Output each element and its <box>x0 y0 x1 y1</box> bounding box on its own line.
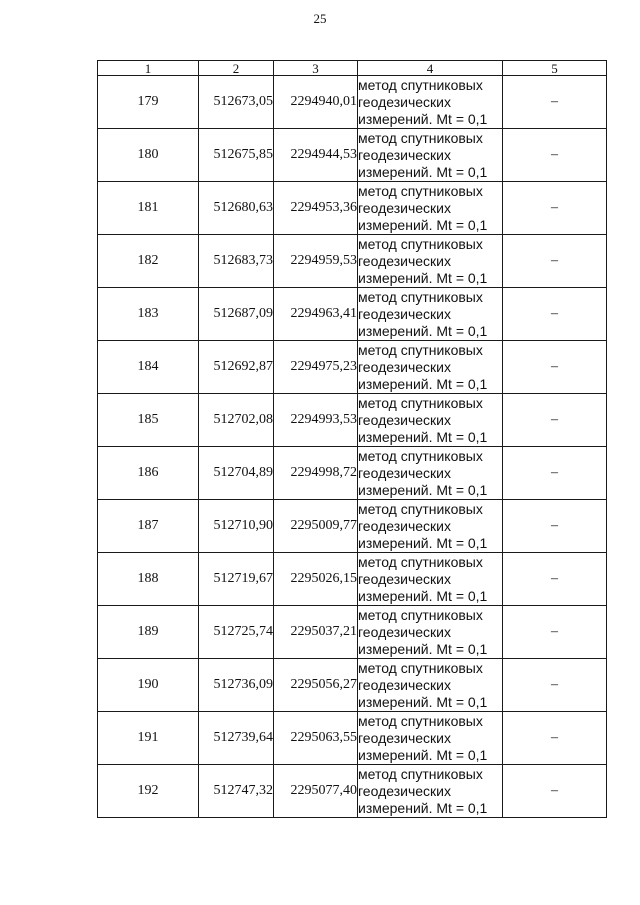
note-cell: – <box>503 182 607 235</box>
x-coordinate-cell: 512683,73 <box>199 235 274 288</box>
method-line: метод спутниковых <box>358 394 483 411</box>
method-line: измерений. Mt = 0,1 <box>358 746 488 763</box>
method-line: измерений. Mt = 0,1 <box>358 799 488 816</box>
method-line: измерений. Mt = 0,1 <box>358 110 488 127</box>
note-cell: – <box>503 659 607 712</box>
table-row <box>98 606 607 659</box>
method-cell <box>358 447 503 500</box>
method-line: метод спутниковых <box>358 129 483 146</box>
header-col-1: 1 <box>98 61 199 76</box>
x-coordinate-cell: 512675,85 <box>199 129 274 182</box>
table-row <box>98 76 607 129</box>
method-line: геодезических <box>358 729 451 746</box>
header-col-4: 4 <box>358 61 503 76</box>
method-line: метод спутниковых <box>358 659 483 676</box>
method-line: геодезических <box>358 146 451 163</box>
x-coordinate-cell: 512680,63 <box>199 182 274 235</box>
note-cell: – <box>503 341 607 394</box>
method-line: геодезических <box>358 676 451 693</box>
method-line: измерений. Mt = 0,1 <box>358 587 488 604</box>
method-line: геодезических <box>358 411 451 428</box>
note-cell: – <box>503 500 607 553</box>
method-line: измерений. Mt = 0,1 <box>358 269 488 286</box>
method-line: измерений. Mt = 0,1 <box>358 322 488 339</box>
y-coordinate-cell: 2294993,53 <box>274 394 358 447</box>
y-coordinate-cell: 2294940,01 <box>274 76 358 129</box>
x-coordinate-cell: 512739,64 <box>199 712 274 765</box>
note-cell: – <box>503 76 607 129</box>
method-line: метод спутниковых <box>358 76 483 93</box>
y-coordinate-cell: 2294963,41 <box>274 288 358 341</box>
point-number-cell: 192 <box>98 765 199 818</box>
x-coordinate-cell: 512710,90 <box>199 500 274 553</box>
y-coordinate-cell: 2295009,77 <box>274 500 358 553</box>
method-line: геодезических <box>358 93 451 110</box>
point-number-cell: 189 <box>98 606 199 659</box>
note-cell: – <box>503 553 607 606</box>
method-cell <box>358 235 503 288</box>
point-number-cell: 186 <box>98 447 199 500</box>
method-line: геодезических <box>358 305 451 322</box>
table-row <box>98 659 607 712</box>
table-row <box>98 235 607 288</box>
header-col-5: 5 <box>503 61 607 76</box>
method-cell <box>358 182 503 235</box>
point-number-cell: 190 <box>98 659 199 712</box>
method-cell <box>358 765 503 818</box>
point-number-cell: 181 <box>98 182 199 235</box>
table-row <box>98 129 607 182</box>
note-cell: – <box>503 235 607 288</box>
x-coordinate-cell: 512687,09 <box>199 288 274 341</box>
table-row <box>98 447 607 500</box>
method-line: геодезических <box>358 782 451 799</box>
y-coordinate-cell: 2295056,27 <box>274 659 358 712</box>
table-row <box>98 765 607 818</box>
method-line: геодезических <box>358 199 451 216</box>
y-coordinate-cell: 2295077,40 <box>274 765 358 818</box>
method-line: геодезических <box>358 623 451 640</box>
x-coordinate-cell: 512747,32 <box>199 765 274 818</box>
point-number-cell: 180 <box>98 129 199 182</box>
x-coordinate-cell: 512725,74 <box>199 606 274 659</box>
x-coordinate-cell: 512719,67 <box>199 553 274 606</box>
point-number-cell: 188 <box>98 553 199 606</box>
method-cell <box>358 553 503 606</box>
method-line: метод спутниковых <box>358 235 483 252</box>
table-row <box>98 288 607 341</box>
y-coordinate-cell: 2295063,55 <box>274 712 358 765</box>
method-cell <box>358 76 503 129</box>
table-row <box>98 182 607 235</box>
x-coordinate-cell: 512692,87 <box>199 341 274 394</box>
y-coordinate-cell: 2294959,53 <box>274 235 358 288</box>
method-cell <box>358 341 503 394</box>
y-coordinate-cell: 2295026,15 <box>274 553 358 606</box>
method-line: измерений. Mt = 0,1 <box>358 693 488 710</box>
method-line: метод спутниковых <box>358 553 483 570</box>
header-col-3: 3 <box>274 61 358 76</box>
point-number-cell: 184 <box>98 341 199 394</box>
table-row <box>98 500 607 553</box>
method-line: метод спутниковых <box>358 712 483 729</box>
method-line: метод спутниковых <box>358 447 483 464</box>
method-line: измерений. Mt = 0,1 <box>358 163 488 180</box>
point-number-cell: 187 <box>98 500 199 553</box>
note-cell: – <box>503 129 607 182</box>
note-cell: – <box>503 606 607 659</box>
method-line: метод спутниковых <box>358 765 483 782</box>
point-number-cell: 183 <box>98 288 199 341</box>
method-cell <box>358 500 503 553</box>
method-line: измерений. Mt = 0,1 <box>358 640 488 657</box>
method-line: геодезических <box>358 464 451 481</box>
method-line: измерений. Mt = 0,1 <box>358 428 488 445</box>
point-number-cell: 179 <box>98 76 199 129</box>
x-coordinate-cell: 512736,09 <box>199 659 274 712</box>
method-line: метод спутниковых <box>358 500 483 517</box>
method-cell <box>358 394 503 447</box>
note-cell: – <box>503 447 607 500</box>
note-cell: – <box>503 765 607 818</box>
method-line: измерений. Mt = 0,1 <box>358 216 488 233</box>
method-line: метод спутниковых <box>358 288 483 305</box>
method-cell <box>358 659 503 712</box>
point-number-cell: 191 <box>98 712 199 765</box>
method-cell <box>358 712 503 765</box>
table-row <box>98 712 607 765</box>
note-cell: – <box>503 394 607 447</box>
x-coordinate-cell: 512673,05 <box>199 76 274 129</box>
method-cell <box>358 129 503 182</box>
point-number-cell: 182 <box>98 235 199 288</box>
page-number: 25 <box>313 11 327 26</box>
note-cell: – <box>503 288 607 341</box>
y-coordinate-cell: 2294944,53 <box>274 129 358 182</box>
x-coordinate-cell: 512704,89 <box>199 447 274 500</box>
method-cell <box>358 288 503 341</box>
method-line: метод спутниковых <box>358 341 483 358</box>
table-row <box>98 553 607 606</box>
method-line: геодезических <box>358 517 451 534</box>
y-coordinate-cell: 2294998,72 <box>274 447 358 500</box>
header-col-2: 2 <box>199 61 274 76</box>
point-number-cell: 185 <box>98 394 199 447</box>
method-line: измерений. Mt = 0,1 <box>358 481 488 498</box>
method-line: измерений. Mt = 0,1 <box>358 534 488 551</box>
y-coordinate-cell: 2295037,21 <box>274 606 358 659</box>
method-line: геодезических <box>358 570 451 587</box>
method-line: геодезических <box>358 358 451 375</box>
method-cell <box>358 606 503 659</box>
y-coordinate-cell: 2294953,36 <box>274 182 358 235</box>
x-coordinate-cell: 512702,08 <box>199 394 274 447</box>
table-body <box>98 76 607 818</box>
table-header-row <box>98 61 607 76</box>
table-row <box>98 394 607 447</box>
method-line: измерений. Mt = 0,1 <box>358 375 488 392</box>
coordinates-table <box>97 60 607 818</box>
method-line: метод спутниковых <box>358 182 483 199</box>
table-row <box>98 341 607 394</box>
method-line: геодезических <box>358 252 451 269</box>
method-line: метод спутниковых <box>358 606 483 623</box>
note-cell: – <box>503 712 607 765</box>
y-coordinate-cell: 2294975,23 <box>274 341 358 394</box>
